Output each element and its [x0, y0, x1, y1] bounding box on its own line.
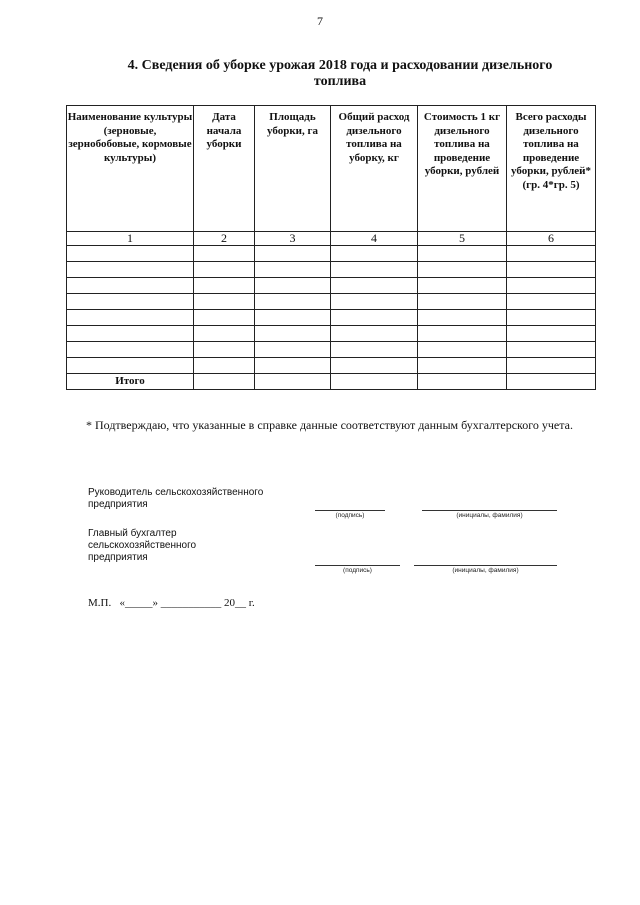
header-fuel-consumption: Общий расход дизельного топлива на уборку, кг	[331, 106, 418, 232]
table-cell[interactable]	[67, 246, 194, 262]
accountant-name-line[interactable]	[414, 565, 557, 566]
total-label: Итого	[67, 374, 194, 390]
table-row	[67, 358, 596, 374]
column-number: 3	[255, 232, 331, 246]
accountant-signature-role	[88, 528, 328, 564]
page-number: 7	[317, 14, 323, 28]
table-cell[interactable]	[67, 326, 194, 342]
table-cell[interactable]	[507, 374, 596, 390]
table-cell[interactable]	[507, 246, 596, 262]
document-title-line-2: топлива	[313, 74, 367, 89]
table-cell[interactable]	[507, 326, 596, 342]
table-cell[interactable]	[507, 310, 596, 326]
table-cell[interactable]	[507, 294, 596, 310]
table-cell[interactable]	[255, 374, 331, 390]
column-number: 5	[418, 232, 507, 246]
head-signature-line[interactable]	[315, 510, 385, 511]
accountant-name-caption: (инициалы, фамилия)	[452, 567, 519, 574]
accountant-signature-caption: (подпись)	[343, 567, 372, 574]
table-cell[interactable]	[331, 342, 418, 358]
table-cell[interactable]	[255, 358, 331, 374]
column-number: 4	[331, 232, 418, 246]
table-cell[interactable]	[67, 358, 194, 374]
table-row	[67, 342, 596, 358]
table-cell[interactable]	[418, 326, 507, 342]
table-cell[interactable]	[67, 342, 194, 358]
table-cell[interactable]	[507, 358, 596, 374]
table-cell[interactable]	[507, 262, 596, 278]
table-cell[interactable]	[255, 278, 331, 294]
table-cell[interactable]	[255, 342, 331, 358]
document-title-line-1: 4. Сведения об уборке урожая 2018 года и расходовании дизельного	[127, 58, 553, 73]
table-cell[interactable]	[418, 278, 507, 294]
header-start-date: Дата начала уборки	[194, 106, 255, 232]
table-cell[interactable]	[255, 310, 331, 326]
table-row	[67, 278, 596, 294]
table-row	[67, 262, 596, 278]
table-cell[interactable]	[331, 278, 418, 294]
table-cell[interactable]	[418, 294, 507, 310]
head-role-line-1: Руководитель сельскохозяйственного	[88, 487, 264, 498]
harvest-table	[66, 105, 596, 390]
head-signature-caption: (подпись)	[335, 512, 365, 519]
table-cell[interactable]	[255, 246, 331, 262]
stamp-date-line: М.П. «_____» ___________ 20__ г.	[88, 597, 255, 609]
table-cell[interactable]	[255, 294, 331, 310]
table-cell[interactable]	[67, 294, 194, 310]
table-cell[interactable]	[194, 358, 255, 374]
table-cell[interactable]	[194, 294, 255, 310]
table-cell[interactable]	[418, 342, 507, 358]
table-cell[interactable]	[331, 294, 418, 310]
header-fuel-cost-per-kg: Стоимость 1 кг дизельного топлива на проведение уборки, рублей	[418, 106, 507, 232]
column-number: 1	[67, 232, 194, 246]
table-cell[interactable]	[331, 246, 418, 262]
table-cell[interactable]	[194, 326, 255, 342]
accountant-signature-line[interactable]	[315, 565, 400, 566]
table-cell[interactable]	[194, 310, 255, 326]
table-cell[interactable]	[418, 358, 507, 374]
table-row	[67, 310, 596, 326]
column-number: 6	[507, 232, 596, 246]
column-number: 2	[194, 232, 255, 246]
table-cell[interactable]	[331, 310, 418, 326]
table-cell[interactable]	[194, 262, 255, 278]
head-role-line-2: предприятия	[88, 499, 148, 510]
table-cell[interactable]	[331, 262, 418, 278]
column-number-row	[67, 232, 596, 246]
head-signature-role	[88, 487, 328, 511]
accountant-role-line-2: сельскохозяйственного	[88, 540, 197, 551]
table-row	[67, 246, 596, 262]
table-cell[interactable]	[194, 342, 255, 358]
table-row	[67, 326, 596, 342]
table-cell[interactable]	[331, 374, 418, 390]
table-cell[interactable]	[418, 310, 507, 326]
table-cell[interactable]	[194, 246, 255, 262]
accountant-role-line-1: Главный бухгалтер	[88, 528, 177, 539]
table-cell[interactable]	[255, 262, 331, 278]
table-cell[interactable]	[194, 374, 255, 390]
header-total-fuel-cost: Всего расходы дизельного топлива на проведение уборки, рублей* (гр. 4*гр. 5)	[507, 106, 596, 232]
table-cell[interactable]	[67, 262, 194, 278]
table-cell[interactable]	[418, 374, 507, 390]
accounting-confirmation-note: * Подтверждаю, что указанные в справке данные соответствуют данным бухгалтерского учета.	[86, 418, 573, 432]
head-name-caption: (инициалы, фамилия)	[456, 512, 523, 519]
table-cell[interactable]	[331, 326, 418, 342]
table-cell[interactable]	[67, 278, 194, 294]
table-cell[interactable]	[255, 326, 331, 342]
table-cell[interactable]	[331, 358, 418, 374]
accountant-role-line-3: предприятия	[88, 552, 148, 563]
header-harvest-area: Площадь уборки, га	[255, 106, 331, 232]
table-row	[67, 294, 596, 310]
table-cell[interactable]	[67, 310, 194, 326]
table-cell[interactable]	[418, 262, 507, 278]
document-title	[70, 58, 610, 90]
table-cell[interactable]	[507, 278, 596, 294]
head-name-line[interactable]	[422, 510, 557, 511]
table-cell[interactable]	[418, 246, 507, 262]
table-cell[interactable]	[194, 278, 255, 294]
table-cell[interactable]	[507, 342, 596, 358]
total-row	[67, 374, 596, 390]
header-crop-name: Наименование культуры (зерновые, зернобобовые, кормовые культуры)	[67, 106, 194, 232]
table-header-row	[67, 106, 596, 232]
